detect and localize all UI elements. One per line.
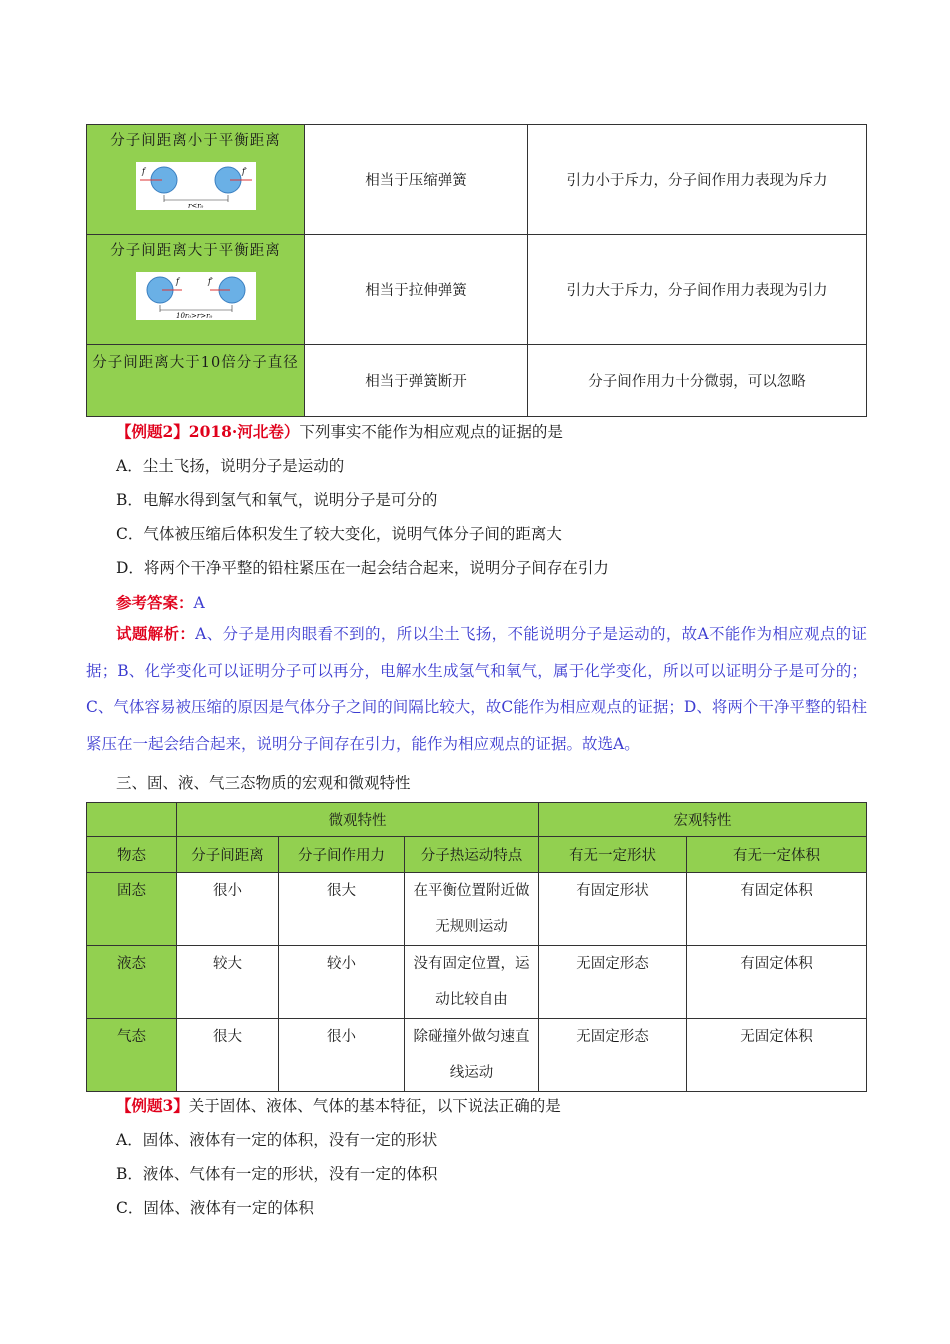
table-cell: 很小 bbox=[177, 873, 279, 946]
macro-group-header: 宏观特性 bbox=[539, 803, 867, 837]
table-row bbox=[87, 235, 867, 345]
table-cell: 很大 bbox=[279, 873, 405, 946]
svg-text:f: f bbox=[141, 167, 145, 176]
option-d: D．将两个干净平整的铅柱紧压在一起会结合起来，说明分子间存在引力 bbox=[116, 559, 609, 577]
option-b: B．液体、气体有一定的形状，没有一定的体积 bbox=[116, 1165, 438, 1183]
table-cell: 较大 bbox=[177, 946, 279, 1019]
analogy-cell: 相当于弹簧断开 bbox=[305, 345, 528, 417]
section-title: 三、固、液、气三态物质的宏观和微观特性 bbox=[116, 774, 411, 792]
svg-text:10r₀>r>r₀: 10r₀>r>r₀ bbox=[175, 312, 212, 320]
example-tag: 【例题2】 bbox=[116, 422, 189, 441]
answer-line bbox=[116, 591, 205, 613]
answer-label: 参考答案： bbox=[116, 593, 194, 612]
attraction-diagram bbox=[136, 272, 256, 320]
example3-question bbox=[116, 1094, 561, 1116]
analogy-cell: 相当于压缩弹簧 bbox=[305, 125, 528, 235]
option-b: B．电解水得到氢气和氧气，说明分子是可分的 bbox=[116, 491, 438, 509]
option-c: C．气体被压缩后体积发生了较大变化，说明气体分子间的距离大 bbox=[116, 525, 562, 543]
table-row bbox=[87, 873, 867, 946]
column-header-row bbox=[87, 837, 867, 873]
table-cell: 没有固定位置，运动比较自由 bbox=[405, 946, 539, 1019]
column-header: 有无一定形状 bbox=[539, 837, 687, 873]
table-cell: 很小 bbox=[279, 1019, 405, 1092]
question-text: 下列事实不能作为相应观点的证据的是 bbox=[299, 423, 563, 441]
result-cell: 分子间作用力十分微弱，可以忽略 bbox=[528, 345, 867, 417]
table-row bbox=[87, 125, 867, 235]
table-cell: 无固定形态 bbox=[539, 1019, 687, 1092]
table-cell: 有固定体积 bbox=[687, 946, 867, 1019]
analysis-label: 试题解析： bbox=[116, 624, 196, 643]
table-row bbox=[87, 1019, 867, 1092]
svg-text:f′: f′ bbox=[241, 167, 247, 176]
table-row bbox=[87, 946, 867, 1019]
svg-text:f′: f′ bbox=[207, 277, 213, 286]
column-header: 分子间距离 bbox=[177, 837, 279, 873]
table-cell: 较小 bbox=[279, 946, 405, 1019]
question-text: 关于固体、液体、气体的基本特征，以下说法正确的是 bbox=[188, 1097, 561, 1115]
example2-question bbox=[116, 420, 563, 442]
states-of-matter-table bbox=[86, 802, 867, 1092]
repulsion-diagram bbox=[136, 162, 256, 210]
table-cell: 很大 bbox=[177, 1019, 279, 1092]
option-a: A．固体、液体有一定的体积，没有一定的形状 bbox=[116, 1131, 438, 1149]
condition-label: 分子间距离小于平衡距离 bbox=[110, 133, 281, 149]
table-cell: 无固定形态 bbox=[539, 946, 687, 1019]
blank-header-cell bbox=[87, 803, 177, 837]
example-tag: 【例题3】 bbox=[116, 1096, 189, 1115]
option-a: A．尘土飞扬，说明分子是运动的 bbox=[116, 457, 345, 475]
state-cell: 固态 bbox=[87, 873, 177, 946]
column-header: 分子间作用力 bbox=[279, 837, 405, 873]
force-distance-table bbox=[86, 124, 867, 417]
condition-label: 分子间距离大于10倍分子直径 bbox=[92, 355, 299, 371]
analysis-text: A、分子是用肉眼看不到的，所以尘土飞扬，不能说明分子是运动的，故A不能作为相应观点的证据；B、化学变化可以证明分子可以再分，电解水生成氢气和氧气，属于化学变化，所以可以证明分子是可分的；C、气体容易被压缩的原因是气体分子之间的间隔比较大，故C能作为相应观点的证据；D、将两个干净平整的铅柱紧压在一起会结合起来，说明分子间存在引力，能作为相应观点的证据。故选A。 bbox=[86, 625, 867, 753]
column-header: 物态 bbox=[87, 837, 177, 873]
table-cell: 无固定体积 bbox=[687, 1019, 867, 1092]
condition-cell bbox=[87, 235, 305, 345]
analysis-paragraph bbox=[86, 616, 867, 762]
result-cell: 引力小于斥力，分子间作用力表现为斥力 bbox=[528, 125, 867, 235]
analogy-cell: 相当于拉伸弹簧 bbox=[305, 235, 528, 345]
column-header: 分子热运动特点 bbox=[405, 837, 539, 873]
answer-value: A bbox=[193, 594, 205, 612]
state-cell: 气态 bbox=[87, 1019, 177, 1092]
condition-cell bbox=[87, 345, 305, 417]
svg-text:f: f bbox=[175, 277, 179, 286]
micro-group-header: 微观特性 bbox=[177, 803, 539, 837]
group-header-row bbox=[87, 803, 867, 837]
condition-label: 分子间距离大于平衡距离 bbox=[110, 243, 281, 259]
table-cell: 在平衡位置附近做无规则运动 bbox=[405, 873, 539, 946]
example-source: 2018·河北卷） bbox=[188, 422, 300, 441]
column-header: 有无一定体积 bbox=[687, 837, 867, 873]
table-row bbox=[87, 345, 867, 417]
condition-cell bbox=[87, 125, 305, 235]
svg-text:r<r₀: r<r₀ bbox=[187, 202, 203, 210]
table-cell: 除碰撞外做匀速直线运动 bbox=[405, 1019, 539, 1092]
table-cell: 有固定体积 bbox=[687, 873, 867, 946]
result-cell: 引力大于斥力，分子间作用力表现为引力 bbox=[528, 235, 867, 345]
table-cell: 有固定形状 bbox=[539, 873, 687, 946]
state-cell: 液态 bbox=[87, 946, 177, 1019]
option-c: C．固体、液体有一定的体积 bbox=[116, 1199, 314, 1217]
